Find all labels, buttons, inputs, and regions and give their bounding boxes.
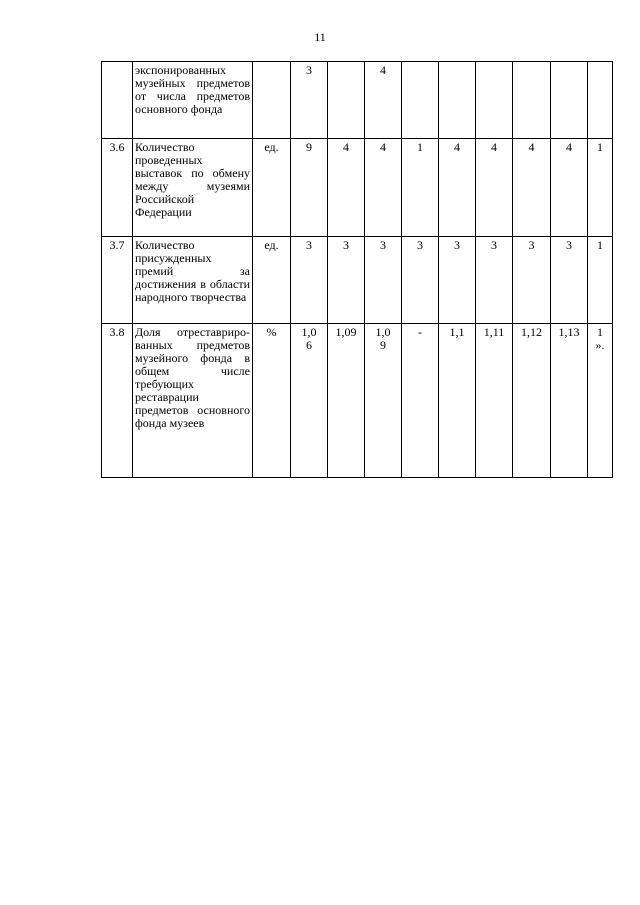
value-cell [439,62,476,139]
unit-cell [253,237,291,324]
value-cell-text: 9 [306,140,312,154]
value-cell-text: 3 [454,238,460,252]
value-cell [551,324,588,478]
value-cell-text: 1,0 6 [301,325,317,352]
value-cell [476,237,513,324]
value-cell [588,237,613,324]
value-cell-text: 1 [597,140,603,154]
value-cell-text: 1,09 [335,325,357,339]
value-cell [328,62,365,139]
value-cell [439,324,476,478]
indicator-name-cell-text: Количество присужденных премий за достижения в области народного творчества [135,238,250,304]
indicator-name-cell [133,324,253,478]
value-cell-text: 1,13 [558,325,580,339]
value-cell [551,62,588,139]
value-cell [513,139,551,237]
value-cell-text: 3 [306,238,312,252]
value-cell [551,139,588,237]
value-cell [513,237,551,324]
value-cell-text: 4 [380,140,386,154]
value-cell [402,62,439,139]
value-cell-text: 1,0 9 [375,325,391,352]
value-cell [402,139,439,237]
value-cell-text: 3 [306,63,312,77]
unit-cell [253,62,291,139]
value-cell [291,237,328,324]
value-cell [291,324,328,478]
value-cell [402,324,439,478]
value-cell [402,237,439,324]
unit-cell-text: ед. [264,238,279,252]
value-cell [588,139,613,237]
value-cell-text: 4 [528,140,535,154]
unit-cell-text: ед. [264,140,279,154]
value-cell [328,139,365,237]
row-number-cell [102,324,133,478]
value-cell-text: 3 [491,238,497,252]
value-cell-text: 4 [566,140,572,154]
row-number-cell-text: 3.8 [109,325,125,339]
value-cell [291,139,328,237]
table-body [102,62,613,478]
value-cell [476,62,513,139]
value-cell-text: 1,1 [449,325,465,339]
row-number-cell [102,237,133,324]
table-row [102,62,613,139]
row-number-cell-text: 3.7 [109,238,125,252]
value-cell [291,62,328,139]
row-number-cell-text: 3.6 [109,140,125,154]
value-cell [328,324,365,478]
value-cell [588,324,613,478]
value-cell [551,237,588,324]
unit-cell [253,324,291,478]
value-cell [365,62,402,139]
value-cell-text: 4 [491,140,497,154]
value-cell-text: 4 [454,140,460,154]
value-cell [439,237,476,324]
value-cell-text: 3 [380,238,386,252]
value-cell [365,139,402,237]
unit-cell [253,139,291,237]
indicator-name-cell-text: Количество проведенных выставок по обмену между музеями Российской Федерации [135,140,250,219]
indicator-name-cell-text: Доля отреставриро-ванных предметов музейного фонда в общем числе требующих реставрации предметов основного фонда музеев [135,325,250,430]
value-cell [476,324,513,478]
page-number: 11 [314,30,326,44]
table-row [102,324,613,478]
value-cell [365,237,402,324]
indicators-table [101,61,613,478]
value-cell [588,62,613,139]
value-cell-text: 3 [566,238,572,252]
value-cell-text: 1,11 [483,325,505,339]
unit-cell-text: % [266,325,277,339]
value-cell [328,237,365,324]
value-cell-text: 3 [343,238,349,252]
value-cell-text: 3 [417,238,423,252]
value-cell-text: 4 [380,63,386,77]
table-row [102,237,613,324]
value-cell [513,62,551,139]
indicator-name-cell [133,139,253,237]
indicator-name-cell [133,62,253,139]
value-cell [513,324,551,478]
value-cell-text: 4 [343,140,349,154]
value-cell-text: 1 ». [595,325,605,352]
indicator-name-cell-text: экспонированных музейных предметов от числа предметов основного фонда [135,63,250,116]
indicator-name-cell [133,237,253,324]
table-row [102,139,613,237]
value-cell-text: 1,12 [521,325,542,339]
value-cell [439,139,476,237]
value-cell-text: 3 [528,238,535,252]
value-cell-text: - [418,325,422,339]
value-cell-text: 1 [597,238,603,252]
value-cell [476,139,513,237]
value-cell-text: 1 [417,140,423,154]
value-cell [365,324,402,478]
row-number-cell [102,139,133,237]
row-number-cell [102,62,133,139]
